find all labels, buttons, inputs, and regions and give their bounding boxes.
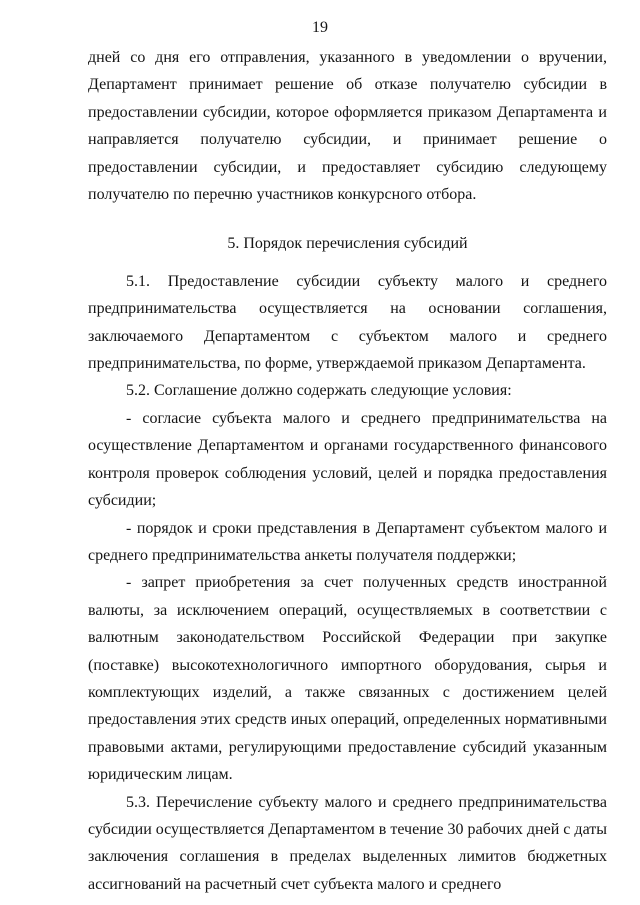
list-item-currency-ban: - запрет приобретения за счет полученных средств иностранной валюты, за исключением операций, осуществляемых в соответствии с валютным законодательством Российской Федерации при закупке (поставке) высокотехнологичного импортного оборудования, сырья и комплектующих изделий, а также связанных с достижением целей предоставления этих средств иных операций, определенных нормативными правовыми актами, регулирующими предоставление субсидий указанным юридическим лицам.	[88, 574, 607, 784]
paragraph-continuation: дней со дня его отправления, указанного в уведомлении о вручении, Департамент принимает решение об отказе получателю субсидии в предоставлении субсидии, которое оформляется приказом Департамента и направляется получателю субсидии, и принимает решение о предоставлении субсидии, и предоставляет субсидию следующему получателю по перечню участников конкурсного отбора.	[88, 49, 607, 204]
paragraph-5-2: 5.2. Соглашение должно содержать следующие условия:	[126, 382, 512, 400]
section-heading: 5. Порядок перечисления субсидий	[227, 235, 468, 253]
page-number: 19	[312, 19, 328, 36]
paragraph-5-3: 5.3. Перечисление субъекту малого и среднего предпринимательства субсидии осуществляется Департаментом в течение 30 рабочих дней с даты заключения соглашения в пределах выделенных лимитов бюджетных ассигнований на расчетный счет субъекта малого и среднего	[88, 793, 607, 893]
list-item-reporting: - порядок и сроки представления в Департамент субъектом малого и среднего предпринимательства анкеты получателя поддержки;	[88, 519, 607, 564]
paragraph-5-1: 5.1. Предоставление субсидии субъекту малого и среднего предпринимательства осуществляется на основании соглашения, заключаемого Департаментом с субъектом малого и среднего предпринимательства, по форме, утверждаемой приказом Департамента.	[88, 272, 607, 373]
document-body	[88, 44, 607, 898]
list-item-consent: - согласие субъекта малого и среднего предпринимательства на осуществление Департаментом и органами государственного финансового контроля проверок соблюдения условий, целей и порядка предоставления субсидии;	[88, 409, 607, 510]
